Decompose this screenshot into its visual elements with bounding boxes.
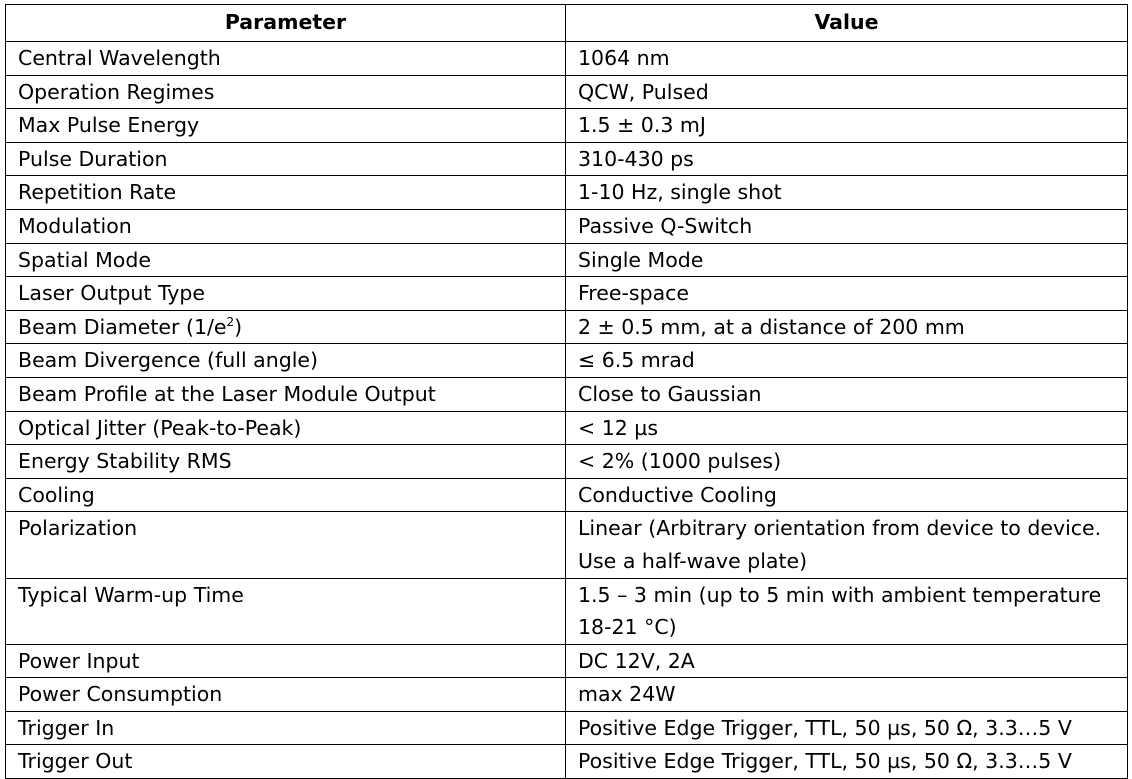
table-row	[6, 42, 1128, 76]
parameter-cell: Power Consumption	[6, 678, 566, 712]
table-row	[6, 243, 1128, 277]
parameter-cell: Trigger In	[6, 711, 566, 745]
table-row	[6, 75, 1128, 109]
value-cell: 2 ± 0.5 mm, at a distance of 200 mm	[566, 310, 1128, 344]
value-cell: < 12 µs	[566, 411, 1128, 445]
value-cell: Conductive Cooling	[566, 478, 1128, 512]
specifications-table	[5, 4, 1128, 779]
parameter-cell: Beam Divergence (full angle)	[6, 344, 566, 378]
value-cell: Single Mode	[566, 243, 1128, 277]
table-row	[6, 109, 1128, 143]
parameter-cell: Polarization	[6, 512, 566, 578]
parameter-cell: Operation Regimes	[6, 75, 566, 109]
table-row	[6, 142, 1128, 176]
value-cell: QCW, Pulsed	[566, 75, 1128, 109]
value-cell: Close to Gaussian	[566, 377, 1128, 411]
parameter-cell: Energy Stability RMS	[6, 445, 566, 479]
value-cell: Passive Q-Switch	[566, 209, 1128, 243]
value-cell: Free-space	[566, 277, 1128, 311]
superscript-exponent: 2	[226, 314, 235, 329]
parameter-cell: Cooling	[6, 478, 566, 512]
value-cell: Positive Edge Trigger, TTL, 50 µs, 50 Ω, 3.3…5 V	[566, 745, 1128, 779]
table-row	[6, 176, 1128, 210]
table-row	[6, 678, 1128, 712]
value-cell: 1-10 Hz, single shot	[566, 176, 1128, 210]
parameter-cell: Power Input	[6, 644, 566, 678]
value-cell: DC 12V, 2A	[566, 644, 1128, 678]
table-row	[6, 711, 1128, 745]
table-row	[6, 512, 1128, 578]
value-cell: max 24W	[566, 678, 1128, 712]
parameter-cell: Laser Output Type	[6, 277, 566, 311]
table-row	[6, 344, 1128, 378]
parameter-cell: Typical Warm-up Time	[6, 578, 566, 644]
parameter-cell: Beam Profile at the Laser Module Output	[6, 377, 566, 411]
table-row	[6, 277, 1128, 311]
parameter-cell: Modulation	[6, 209, 566, 243]
parameter-cell: Max Pulse Energy	[6, 109, 566, 143]
parameter-cell: Pulse Duration	[6, 142, 566, 176]
value-cell: 310-430 ps	[566, 142, 1128, 176]
table-row	[6, 478, 1128, 512]
parameter-cell	[6, 310, 566, 344]
parameter-column-header: Parameter	[6, 5, 566, 42]
parameter-cell: Repetition Rate	[6, 176, 566, 210]
parameter-text-tail: )	[234, 314, 243, 339]
parameter-cell: Spatial Mode	[6, 243, 566, 277]
table-row	[6, 745, 1128, 779]
value-cell: < 2% (1000 pulses)	[566, 445, 1128, 479]
table-row	[6, 377, 1128, 411]
value-cell: 1064 nm	[566, 42, 1128, 76]
table-row	[6, 578, 1128, 644]
table-row	[6, 644, 1128, 678]
parameter-text: Beam Diameter (1/e	[18, 314, 227, 339]
table-row	[6, 209, 1128, 243]
parameter-cell: Optical Jitter (Peak-to-Peak)	[6, 411, 566, 445]
parameter-cell: Central Wavelength	[6, 42, 566, 76]
value-cell: Positive Edge Trigger, TTL, 50 µs, 50 Ω, 3.3…5 V	[566, 711, 1128, 745]
value-cell: Linear (Arbitrary orientation from device to device. Use a half-wave plate)	[566, 512, 1128, 578]
table-row	[6, 445, 1128, 479]
value-cell: ≤ 6.5 mrad	[566, 344, 1128, 378]
parameter-cell: Trigger Out	[6, 745, 566, 779]
header-row	[6, 5, 1128, 42]
value-column-header: Value	[566, 5, 1128, 42]
table-row	[6, 310, 1128, 344]
table-row	[6, 411, 1128, 445]
value-cell: 1.5 – 3 min (up to 5 min with ambient temperature 18-21 °C)	[566, 578, 1128, 644]
value-cell: 1.5 ± 0.3 mJ	[566, 109, 1128, 143]
